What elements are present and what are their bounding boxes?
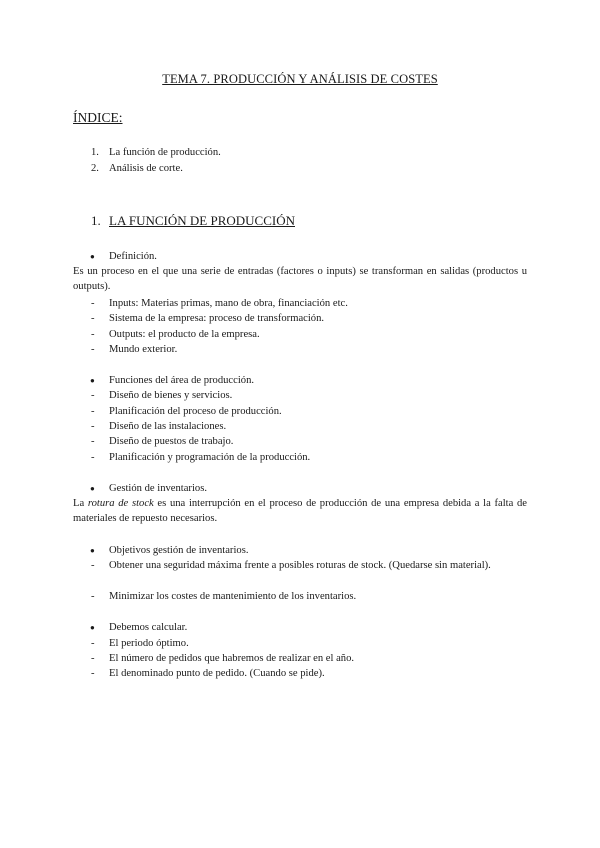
bullet-icon: ● <box>90 376 95 385</box>
list-item: Inputs: Materias primas, mano de obra, financiación etc. <box>109 298 348 309</box>
paragraph-prefix: La <box>73 498 88 509</box>
section-number: 1. <box>91 213 101 228</box>
list-item: Planificación del proceso de producción. <box>109 406 282 417</box>
dash-icon: - <box>91 653 95 664</box>
section-heading <box>91 213 295 229</box>
paragraph: Es un proceso en el que una serie de entradas (factores o inputs) se transforman en salidas (productos u outputs). <box>73 266 527 292</box>
list-item: Sistema de la empresa: proceso de transformación. <box>109 313 325 324</box>
list-item: Planificación y programación de la producción. <box>109 452 311 463</box>
dash-icon: - <box>91 668 95 679</box>
bullet-label: Gestión de inventarios. <box>109 483 207 494</box>
dash-icon: - <box>91 638 95 649</box>
bullet-icon: ● <box>90 252 95 261</box>
dash-icon: - <box>91 560 95 571</box>
list-item: Mundo exterior. <box>109 344 178 355</box>
bullet-label: Objetivos gestión de inventarios. <box>109 545 249 556</box>
list-item: Outputs: el producto de la empresa. <box>109 329 260 340</box>
index-item: Análisis de corte. <box>109 163 183 174</box>
dash-icon: - <box>91 406 95 417</box>
dash-icon: - <box>91 390 95 401</box>
list-item: Diseño de bienes y servicios. <box>109 390 233 401</box>
list-item: El número de pedidos que habremos de realizar en el año. <box>109 653 355 664</box>
dash-icon: - <box>91 298 95 309</box>
document-title: TEMA 7. PRODUCCIÓN Y ANÁLISIS DE COSTES <box>162 72 438 86</box>
bullet-label: Definición. <box>109 251 157 262</box>
list-item: Minimizar los costes de mantenimiento de los inventarios. <box>109 591 357 602</box>
dash-icon: - <box>91 591 95 602</box>
index-item-number: 2. <box>91 163 99 174</box>
dash-icon: - <box>91 344 95 355</box>
list-item: El denominado punto de pedido. (Cuando se pide). <box>109 668 325 679</box>
dash-icon: - <box>91 421 95 432</box>
bullet-icon: ● <box>90 546 95 555</box>
dash-icon: - <box>91 452 95 463</box>
index-item: La función de producción. <box>109 147 221 158</box>
index-item-number: 1. <box>91 147 99 158</box>
paragraph <box>73 497 527 527</box>
list-item: Diseño de las instalaciones. <box>109 421 227 432</box>
bullet-label: Debemos calcular. <box>109 622 188 633</box>
bullet-icon: ● <box>90 484 95 493</box>
list-item: El periodo óptimo. <box>109 638 189 649</box>
bullet-icon: ● <box>90 623 95 632</box>
bullet-label: Funciones del área de producción. <box>109 375 255 386</box>
index-heading: ÍNDICE: <box>73 110 123 125</box>
dash-icon: - <box>91 436 95 447</box>
list-item: Obtener una seguridad máxima frente a posibles roturas de stock. (Quedarse sin material). <box>109 560 491 571</box>
dash-icon: - <box>91 329 95 340</box>
section-title: LA FUNCIÓN DE PRODUCCIÓN <box>109 213 295 228</box>
paragraph-term: rotura de stock <box>87 498 154 509</box>
list-item: Diseño de puestos de trabajo. <box>109 436 234 447</box>
paragraph-rest: es una interrupción en el proceso de producción de una empresa debida a la falta de materiales de repuesto necesarios. <box>73 498 528 524</box>
dash-icon: - <box>91 313 95 324</box>
